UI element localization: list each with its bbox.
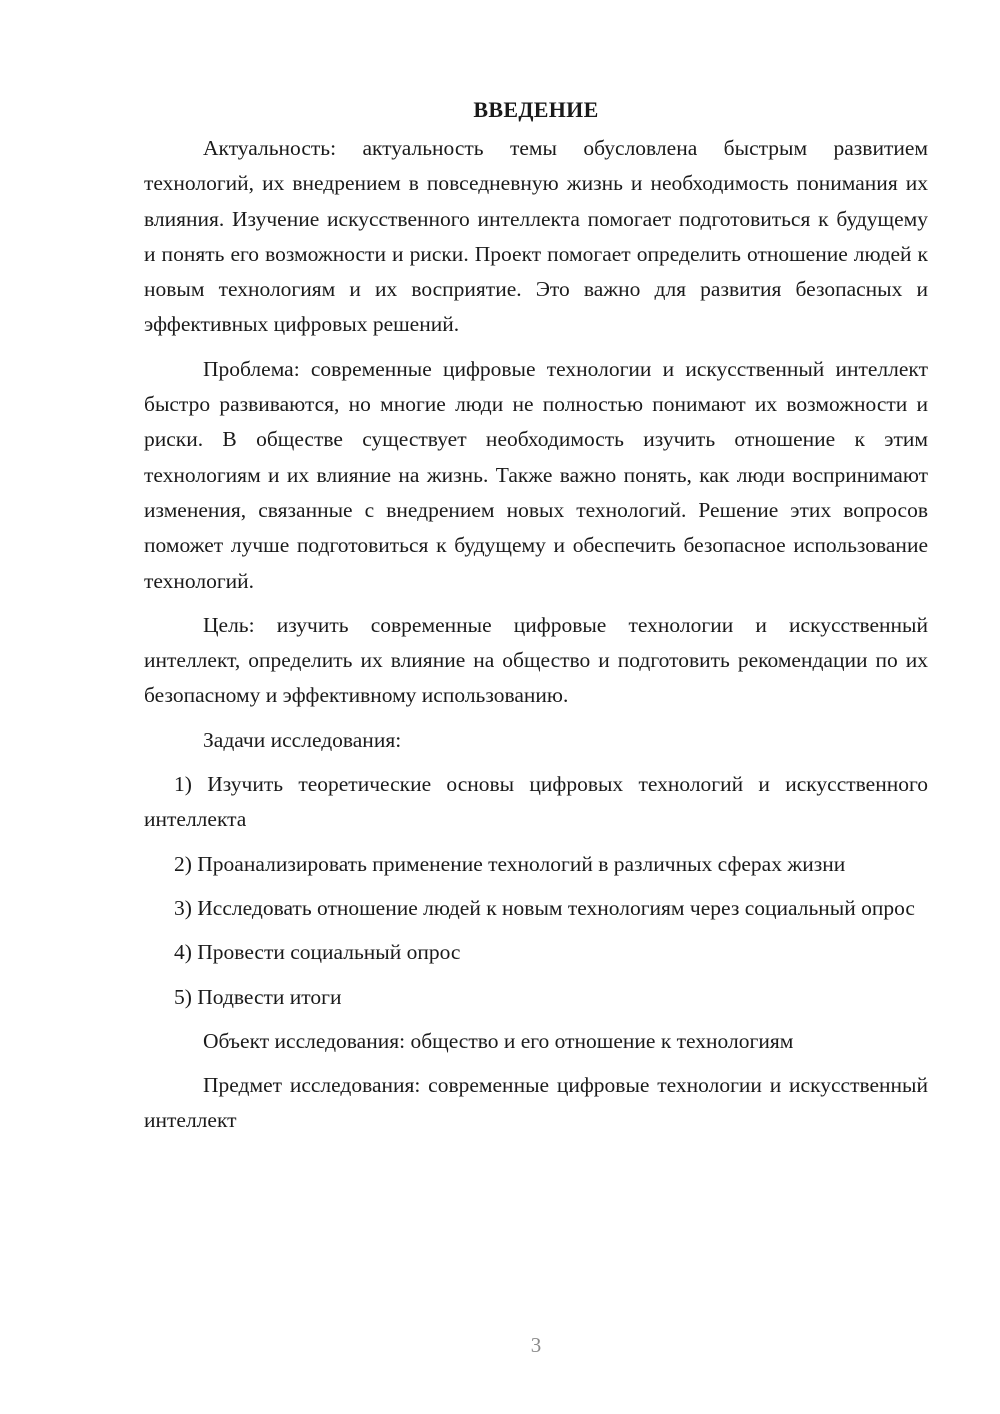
tasks-heading: Задачи исследования: (203, 727, 402, 752)
task-item-3: 3) Исследовать отношение людей к новым технологиям через социальный опрос (174, 895, 915, 920)
document-page (144, 92, 928, 1148)
research-object-paragraph: Объект исследования: общество и его отношение к технологиям (203, 1028, 794, 1053)
task-item-5: 5) Подвести итоги (174, 984, 342, 1009)
relevance-paragraph: Актуальность: актуальность темы обусловлена быстрым развитием технологий, их внедрением в повседневную жизнь и необходимость понимания их влияния. Изучение искусственного интеллекта помогает подготовиться к будущему и понять его возможности и риски. Проект помогает определить отношение людей к новым технологиям и их восприятие. Это важно для развития безопасных и эффективных цифровых решений. (144, 136, 928, 337)
page-number: 3 (530, 1333, 542, 1357)
task-item-1: 1) Изучить теоретические основы цифровых технологий и искусственного интеллекта (144, 772, 928, 832)
research-subject-paragraph: Предмет исследования: современные цифровые технологии и искусственный интеллект (144, 1073, 928, 1133)
task-item-2: 2) Проанализировать применение технологий в различных сферах жизни (174, 851, 846, 876)
goal-paragraph: Цель: изучить современные цифровые технологии и искусственный интеллект, определить их влияние на общество и подготовить рекомендации по их безопасному и эффективному использованию. (144, 612, 928, 708)
problem-paragraph: Проблема: современные цифровые технологии и искусственный интеллект быстро развиваются, но многие люди не полностью понимают их возможности и риски. В обществе существует необходимость изучить отношение к этим технологиям и их влияние на жизнь. Также важно понять, как люди воспринимают изменения, связанные с внедрением новых технологий. Решение этих вопросов поможет лучше подготовиться к будущему и обеспечить безопасное использование технологий. (144, 356, 928, 593)
page-title: ВВЕДЕНИЕ (473, 97, 599, 122)
task-item-4: 4) Провести социальный опрос (174, 940, 461, 965)
